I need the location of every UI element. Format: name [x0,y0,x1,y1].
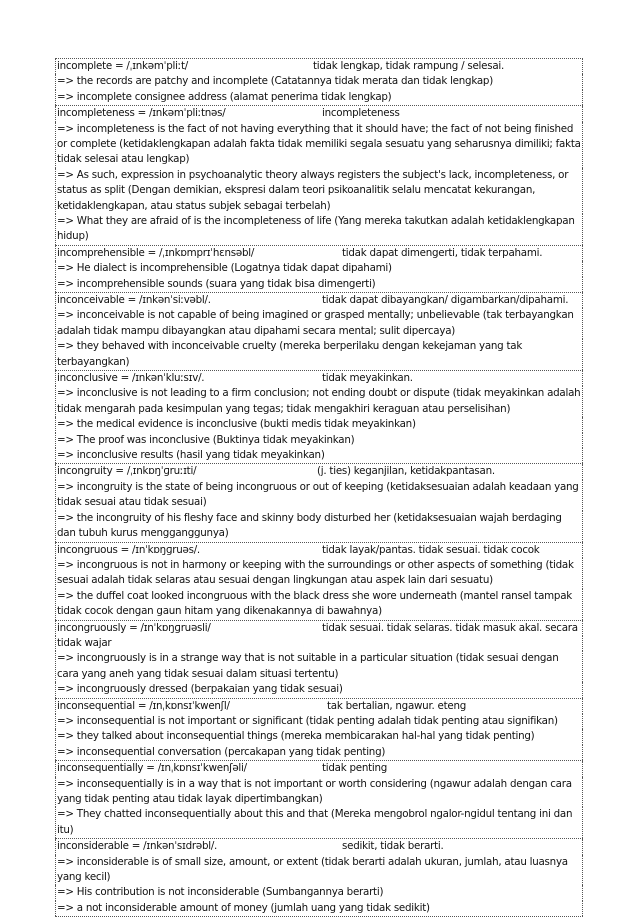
entry-term: inconsiderable = /ɪnkənˈsɪdrəbl/. [57,840,218,853]
entry-term: incongruous = /ɪnˈkɒŋɡruəs/. [57,543,200,556]
entry-example-line: => inconclusive is not leading to a firm conclusion; not ending doubt or dispute (tidak meyakinkan adalah tidak mengarah pada kesimpulan yang tegas; tidak mengakhiri keraguan atau perselisihan) [55,386,583,417]
entry-headword-row [55,699,583,714]
entry-example-line: => He dialect is incomprehensible (Logatnya tidak dapat dipahami) [55,261,583,276]
entry-example-line: => As such, expression in psychoanalytic theory always registers the subject's lack, incompleteness, or status as split (Dengan demikian, ekspresi dalam teori psikoanalitik selalu mencatat kekurangan, ketidaklengkapan, atau status subjek sebagai terbelah) [55,168,583,214]
entry-meaning: incompleteness [322,107,400,120]
entry-example-line: => incongruously dressed (berpakaian yang tidak sesuai) [55,682,583,697]
entry-headword-row [55,371,583,386]
entry-example-line: => incongruous is not in harmony or keeping with the surroundings or other aspects of something (tidak sesuai adalah tidak selaras atau sesuai dengan lingkungan atau aspek lain dari sesuatu) [55,558,583,589]
entry-headword-row [55,761,583,776]
entry-example-line: => the records are patchy and incomplete (Catatannya tidak merata dan tidak lengkap) [55,74,583,89]
dictionary-sheet [55,58,583,917]
dictionary-entry [55,106,583,246]
entry-term: inconceivable = /ɪnkənˈsiːvəbl/. [57,294,211,307]
entry-meaning: tidak dapat dibayangkan/ digambarkan/dipahami. [322,294,569,307]
entry-term: incomplete = /ˌɪnkəmˈpliːt/ [57,60,188,72]
entry-headword-row [55,621,583,636]
entry-headword-row [55,293,583,308]
entry-example-line: => inconsequentially is in a way that is not important or worth considering (ngawur adalah dengan cara yang tidak penting atau tidak layak dipertimbangkan) [55,777,583,808]
dictionary-entry [55,699,583,762]
entry-example-line: => incongruously is in a strange way that is not suitable in a particular situation (tidak sesuai dengan cara yang aneh yang tidak sesuai dalam situasi tertentu) [55,651,583,682]
dictionary-entry [55,464,583,542]
dictionary-entry [55,761,583,839]
dictionary-entry [55,58,583,106]
dictionary-entry [55,371,583,464]
dictionary-entry [55,621,583,699]
entry-headword-row [55,246,583,261]
entry-term: incongruity = /ˌɪnkɒŋˈɡruːɪti/ [57,465,197,478]
entry-meaning: tidak sesuai. tidak selaras. tidak masuk akal. secara [322,621,578,634]
entry-example-line: => a not inconsiderable amount of money (jumlah uang yang tidak sedikit) [55,901,583,916]
entry-example-line: => His contribution is not inconsiderable (Sumbangannya berarti) [55,885,583,900]
entry-example-line: tidak wajar [55,636,583,651]
entry-example-line: => incompleteness is the fact of not having everything that it should have; the fact of not being finished or complete (ketidaklengkapan adalah fakta tidak memiliki segala sesuatu yang seharusnya dimiliki; fakta tidak selesai atau lengkap) [55,122,583,168]
dictionary-entry [55,839,583,917]
entry-example-line: => incomprehensible sounds (suara yang tidak bisa dimengerti) [55,277,583,292]
entry-term: inconsequentially = /ɪnˌkɒnsɪˈkwenʃəli/ [57,762,247,775]
entry-meaning: tidak penting [322,762,388,775]
entry-example-line: => inconsequential is not important or significant (tidak penting adalah tidak penting atau signifikan) [55,714,583,729]
entry-term: incompleteness = /ɪnkəmˈpliːtnəs/ [57,107,226,120]
dictionary-entry [55,246,583,293]
entry-example-line: => incomplete consignee address (alamat penerima tidak lengkap) [55,90,583,105]
entry-meaning: tak bertalian, ngawur. eteng [327,699,467,712]
entry-term: inconsequential = /ɪnˌkɒnsɪˈkwenʃl/ [57,699,230,712]
dictionary-entry [55,293,583,371]
entry-meaning: tidak lengkap, tidak rampung / selesai. [313,60,505,72]
entry-example-line: => they talked about inconsequential things (mereka membicarakan hal-hal yang tidak penting) [55,729,583,744]
entry-example-line: => the duffel coat looked incongruous with the black dress she wore underneath (mantel ransel tampak tidak cocok dengan gaun hitam yang dikenakannya di bawahnya) [55,589,583,620]
entry-example-line: => They chatted inconsequentially about this and that (Mereka mengobrol ngalor-ngidul tentang ini dan itu) [55,807,583,838]
entry-meaning: tidak meyakinkan. [322,372,413,385]
entry-example-line: => inconsequential conversation (percakapan yang tidak penting) [55,745,583,760]
entry-meaning: tidak layak/pantas. tidak sesuai. tidak cocok [322,543,540,556]
entry-term: inconclusive = /ɪnkənˈkluːsɪv/. [57,372,205,385]
entry-term: incongruously = /ɪnˈkɒŋɡruəsli/ [57,621,211,634]
entry-headword-row [55,59,583,74]
entry-example-line: => The proof was inconclusive (Buktinya tidak meyakinkan) [55,433,583,448]
entry-headword-row [55,543,583,558]
entry-headword-row [55,464,583,479]
entry-example-line: => the medical evidence is inconclusive (bukti medis tidak meyakinkan) [55,417,583,432]
entry-example-line: => What they are afraid of is the incompleteness of life (Yang mereka takutkan adalah ketidaklengkapan hidup) [55,214,583,245]
entry-meaning: (j. ties) keganjilan, ketidakpantasan. [317,465,495,478]
entry-term: incomprehensible = /ˌɪnkɒmprɪˈhɛnsəbl/ [57,246,255,259]
entry-example-line: => inconsiderable is of small size, amount, or extent (tidak berarti adalah ukuran, jumlah, atau luasnya yang kecil) [55,855,583,886]
entry-example-line: => the incongruity of his fleshy face and skinny body disturbed her (ketidaksesuaian wajah berdaging dan tubuh kurus mengganggunya) [55,511,583,542]
entry-meaning: tidak dapat dimengerti, tidak terpahami. [342,246,543,259]
entry-headword-row [55,839,583,854]
entry-example-line: => inconceivable is not capable of being imagined or grasped mentally; unbelievable (tak terbayangkan adalah tidak mampu dibayangkan atau dipahami secara mental; sulit dipercaya) [55,308,583,339]
entry-meaning: sedikit, tidak berarti. [342,840,444,853]
dictionary-entry [55,543,583,621]
entry-example-line: => inconclusive results (hasil yang tidak meyakinkan) [55,448,583,463]
entry-headword-row [55,106,583,121]
entry-example-line: => they behaved with inconceivable cruelty (mereka berperilaku dengan kekejaman yang tak terbayangkan) [55,339,583,370]
entry-example-line: => incongruity is the state of being incongruous or out of keeping (ketidaksesuaian adalah keadaan yang tidak sesuai atau tidak sesuai) [55,480,583,511]
